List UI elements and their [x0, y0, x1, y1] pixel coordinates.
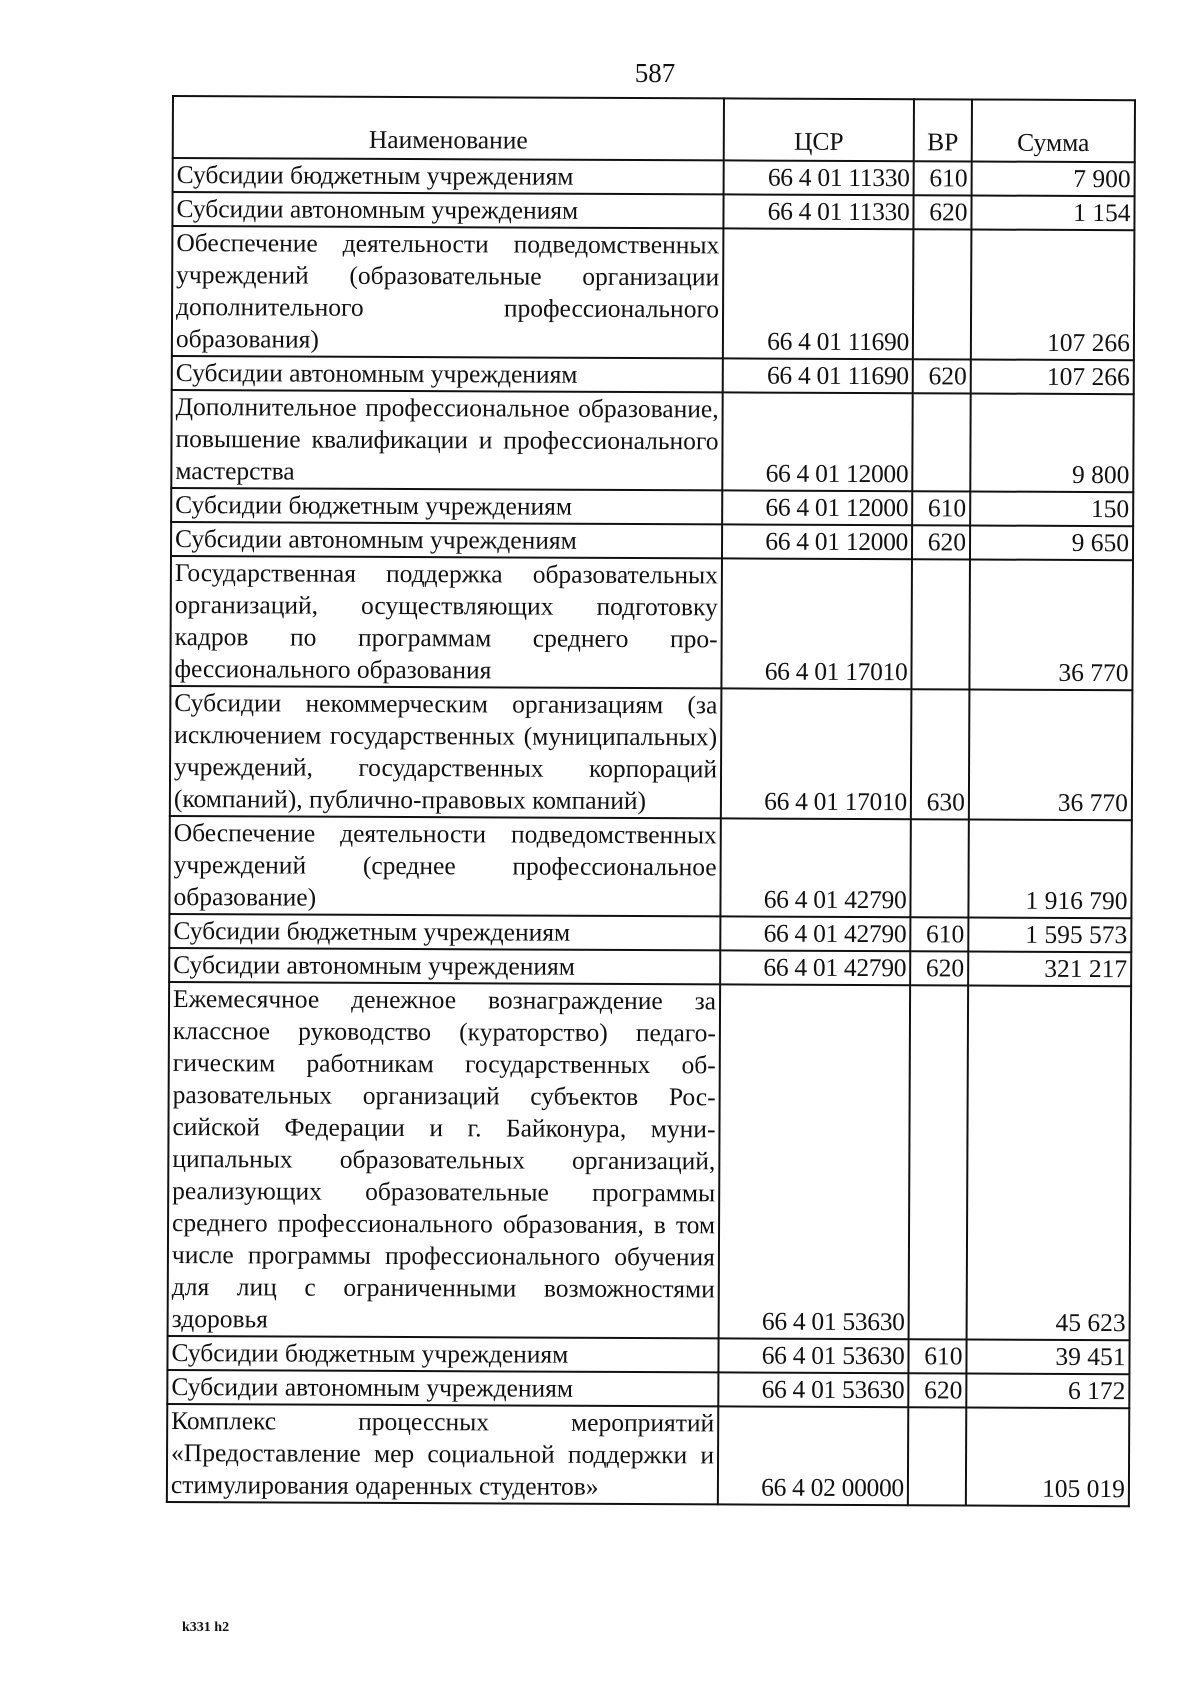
- row-vr-cell: [912, 393, 970, 491]
- row-name-cell: Комплекс процессных мероприятий «Предоставление мер социальной поддержки и стимулирования одаренных студентов»: [167, 1404, 718, 1504]
- table-body: [167, 158, 1135, 1506]
- row-csr-cell: 66 4 01 42790: [720, 916, 910, 951]
- row-vr-cell: 610: [908, 1339, 966, 1373]
- row-sum-cell: 9 800: [970, 393, 1133, 492]
- table-header-row: [173, 96, 1135, 162]
- row-csr-cell: 66 4 01 53630: [718, 1372, 908, 1407]
- table-row: [170, 686, 1133, 820]
- table-row: [167, 1370, 1129, 1408]
- table-row: [172, 226, 1135, 360]
- row-csr-cell: 66 4 01 53630: [718, 1338, 908, 1373]
- row-sum-cell: 7 900: [972, 161, 1135, 196]
- row-csr-cell: 66 4 01 11330: [724, 160, 914, 195]
- table-row: [173, 158, 1135, 196]
- row-sum-cell: 150: [970, 491, 1133, 526]
- table-row: [169, 816, 1131, 918]
- row-vr-cell: [911, 559, 970, 689]
- row-sum-cell: 1 154: [971, 195, 1134, 230]
- row-csr-cell: 66 4 01 53630: [719, 984, 911, 1339]
- table-row: [172, 356, 1134, 394]
- row-sum-cell: 1 916 790: [968, 819, 1131, 918]
- row-sum-cell: 1 595 573: [968, 917, 1131, 952]
- row-vr-cell: 620: [913, 195, 971, 229]
- row-csr-cell: 66 4 01 12000: [722, 490, 912, 525]
- page-number: 587: [634, 58, 676, 88]
- row-name-cell: Субсидии автономным учреждениям: [171, 522, 722, 558]
- row-vr-cell: 630: [911, 689, 970, 819]
- row-name-cell: Субсидии автономным учреждениям: [172, 192, 723, 228]
- row-vr-cell: [909, 985, 969, 1339]
- table-row: [171, 522, 1133, 560]
- row-name-cell: Субсидии бюджетным учреждениям: [173, 158, 724, 194]
- header-csr: ЦСР: [724, 98, 914, 161]
- budget-table: [166, 95, 1136, 1507]
- row-vr-cell: [908, 1407, 966, 1505]
- row-name-cell: Субсидии автономным учреждениям: [167, 1370, 718, 1406]
- table-row: [171, 488, 1133, 526]
- row-csr-cell: 66 4 01 11690: [723, 358, 913, 393]
- table-row: [169, 914, 1131, 952]
- table-row: [167, 1336, 1129, 1374]
- row-sum-cell: 36 770: [969, 689, 1133, 820]
- table-row: [169, 948, 1131, 986]
- row-name-cell: Ежемесячное денежное вознаграждение за классное руководство (кураторство) педагогическим работникам государственных образовательных организаций субъектов Российской Федерации и г. Байконура, муниципальных образовательных организаций, реализующих образовательные программы среднего профессионального образования, в том числе программы профессионального обучения для лиц с ограниченными возможностями здоровья: [168, 982, 721, 1338]
- row-csr-cell: 66 4 01 11330: [723, 194, 913, 229]
- table-row: [172, 192, 1134, 230]
- row-vr-cell: [910, 819, 968, 917]
- row-name-cell: Обеспечение деятельности подведомственных учреждений (среднее профессиональное образование): [169, 816, 720, 916]
- row-name-cell: Субсидии бюджетным учреждениям: [167, 1336, 718, 1372]
- table-row: [168, 982, 1132, 1340]
- row-csr-cell: 66 4 01 12000: [722, 392, 912, 491]
- row-name-cell: Государственная поддержка образовательных организаций, осуществляющих подготовку кадров по программам среднего профессионального образования: [170, 556, 722, 688]
- table-row: [167, 1404, 1129, 1506]
- row-csr-cell: 66 4 01 17010: [721, 688, 912, 819]
- row-vr-cell: 610: [914, 161, 972, 195]
- row-sum-cell: 105 019: [966, 1407, 1129, 1506]
- footer-code: k331 h2: [182, 1620, 230, 1635]
- row-name-cell: Субсидии бюджетным учреждениям: [171, 488, 722, 524]
- row-csr-cell: 66 4 01 17010: [721, 558, 912, 689]
- row-vr-cell: 610: [912, 491, 970, 525]
- row-name-cell: Субсидии некоммерческим организациям (за исключением государственных (муниципальных) учреждений, государственных корпораций (компаний), публично-правовых компаний): [170, 686, 722, 818]
- table-row: [171, 390, 1133, 492]
- row-sum-cell: 36 770: [969, 559, 1133, 690]
- row-name-cell: Субсидии автономным учреждениям: [169, 948, 720, 984]
- row-vr-cell: 610: [910, 917, 968, 951]
- row-vr-cell: [913, 229, 972, 359]
- row-sum-cell: 321 217: [968, 951, 1131, 986]
- row-sum-cell: 9 650: [970, 525, 1133, 560]
- header-sum: Сумма: [972, 99, 1135, 162]
- row-sum-cell: 6 172: [966, 1373, 1129, 1408]
- row-sum-cell: 107 266: [971, 359, 1134, 394]
- row-sum-cell: 39 451: [966, 1339, 1129, 1374]
- header-name: Наименование: [173, 96, 724, 160]
- row-csr-cell: 66 4 01 12000: [722, 524, 912, 559]
- row-vr-cell: 620: [910, 951, 968, 985]
- row-sum-cell: 45 623: [967, 985, 1132, 1340]
- row-name-cell: Субсидии автономным учреждениям: [172, 356, 723, 392]
- header-vr: ВР: [914, 99, 972, 161]
- row-csr-cell: 66 4 01 11690: [723, 228, 914, 359]
- row-vr-cell: 620: [913, 359, 971, 393]
- table-row: [170, 556, 1133, 690]
- row-vr-cell: 620: [908, 1373, 966, 1407]
- row-sum-cell: 107 266: [971, 229, 1135, 360]
- row-name-cell: Субсидии бюджетным учреждениям: [169, 914, 720, 950]
- row-name-cell: Обеспечение деятельности подведомственных учреждений (образовательные организации дополнительного профессионального образования): [172, 226, 724, 358]
- row-vr-cell: 620: [912, 525, 970, 559]
- row-csr-cell: 66 4 01 42790: [720, 818, 910, 917]
- row-csr-cell: 66 4 02 00000: [718, 1406, 908, 1505]
- row-name-cell: Дополнительное профессиональное образование, повышение квалификации и профессионального мастерства: [171, 390, 722, 490]
- row-csr-cell: 66 4 01 42790: [720, 950, 910, 985]
